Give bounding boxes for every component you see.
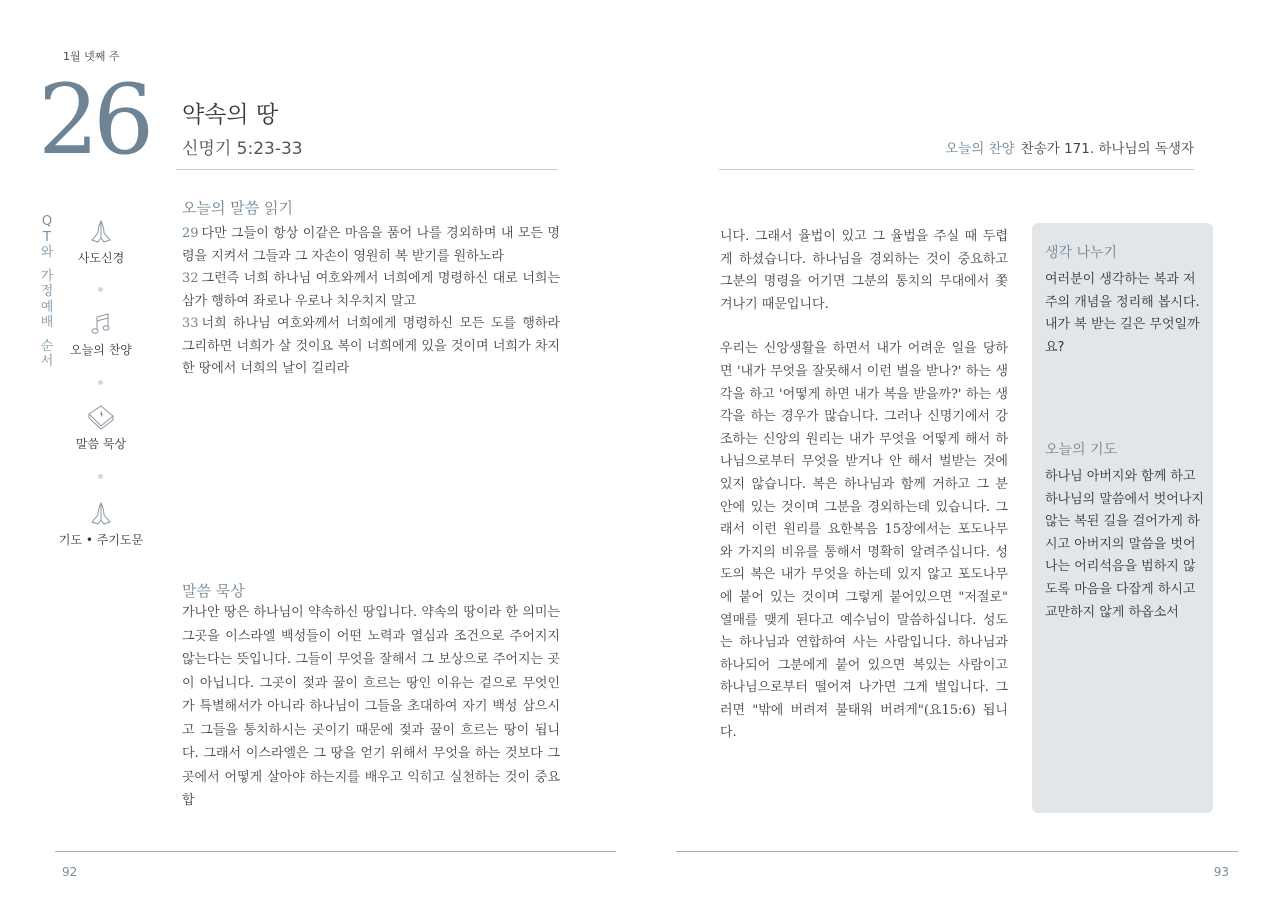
step-label: 오늘의 찬양: [70, 343, 132, 357]
vertical-char: 배: [40, 315, 54, 330]
verse: [182, 313, 560, 381]
vertical-char: 예: [40, 299, 54, 315]
header-divider-left: [176, 169, 558, 170]
step-separator: [98, 380, 103, 385]
verse-text: 다만 그들이 항상 이같은 마음을 품어 나를 경외하며 내 모든 명령을 지켜서 그들과 그 자손이 영원히 복 받기를 원하노라: [182, 226, 560, 264]
page-title: 약속의 땅: [182, 102, 279, 128]
praying-hands-icon: [87, 500, 115, 528]
verse: [182, 223, 560, 268]
day-number: 26: [38, 64, 149, 176]
verse: [182, 268, 560, 313]
reading-heading: 오늘의 말씀 읽기: [182, 199, 293, 217]
footer-rule-left: [55, 851, 616, 852]
step-separator: [98, 474, 103, 479]
vertical-char: Q: [41, 214, 53, 229]
verse-number: 33: [182, 316, 199, 331]
header-divider-right: [719, 169, 1194, 170]
step-prayer: [56, 500, 146, 548]
bible-icon: [85, 402, 117, 432]
vertical-char: 서: [40, 354, 54, 369]
page-number-right: 93: [1213, 865, 1229, 879]
meditation-paragraph: 우리는 신앙생활을 하면서 내가 어려운 일을 당하면 '내가 무엇을 잘못해서 이런 벌을 받나?' 하는 생각을 하고 '어떻게 하면 내가 복을 받을까?' 하는 생각을 하는 경우가 많습니다. 그러나 신명기에서 강조하는 신앙의 원리는 내가 무엇을 어떻게 해서 하나님으로부터 무엇을 받거나 안 해서 벌받는 것에 있지 않습니다. 복은 하나님과 함께 거하고 그 분 안에 있는 것이며 그분을 경외하는데 있습니다. 그래서 이런 원리를 요한복음 15장에서는 포도나무와 가지의 비유를 통해서 명확히 알려주십니다. 성도의 복은 내가 무엇을 하는데 있지 않고 포도나무에 붙어 있는 것이며 그렇게 붙어있으면 "저절로" 열매를 맺게 된다고 예수님이 말씀하십니다. 성도는 하나님과 연합하여 사는 사람입니다. 하나님과 하나되어 그분에게 붙어 있으면 복있는 사람이고 하나님으로부터 떨어져 나가면 그게 벌입니다. 그러면 "밖에 버려져 불태워 버려게"(요15:6) 됩니다.: [720, 341, 1008, 741]
page-number-left: 92: [62, 865, 78, 879]
vertical-title: [40, 214, 54, 370]
verse-text: 너희 하나님 여호와께서 너희에게 명령하신 모든 도를 행하라 그리하면 너희가 살 것이요 복이 너희에게 있을 것이며 너희가 차지한 땅에서 너희의 날이 길리라: [182, 316, 560, 376]
vertical-char: T: [43, 229, 51, 245]
share-heading: 생각 나누기: [1045, 245, 1118, 261]
hymn-label: 오늘의 찬양: [945, 141, 1015, 157]
step-label: 말씀 묵상: [75, 437, 127, 451]
week-label: 1월 넷째 주: [63, 50, 120, 63]
verse-number: 32: [182, 271, 199, 286]
step-todays-hymn: [56, 310, 146, 358]
reading-verses: [182, 223, 560, 381]
prayer-heading: 오늘의 기도: [1045, 442, 1118, 458]
meditation-paragraph: 니다. 그래서 율법이 있고 그 율법을 주실 때 두렵게 하셨습니다. 하나님을 경외하는 것이 중요하고 그분의 명령을 어기면 그분의 통치의 무대에서 쫓겨나기 때문입니다.: [720, 229, 1008, 312]
step-word-meditation: [56, 402, 146, 452]
praying-hands-icon: [87, 218, 115, 246]
verse-text: 그런즉 너희 하나님 여호와께서 너희에게 명령하신 대로 너희는 삼가 행하여 좌로나 우로나 치우치지 말고: [182, 271, 560, 309]
todays-hymn: [945, 137, 1194, 157]
share-text: 여러분이 생각하는 복과 저주의 개념을 정리해 봅시다. 내가 복 받는 길은 무엇일까요?: [1045, 272, 1200, 355]
meditation-text-left: 가나안 땅은 하나님이 약속하신 땅입니다. 약속의 땅이라 한 의미는 그곳을 이스라엘 백성들이 어떤 노력과 열심과 조건으로 주어지지 않는다는 뜻입니다. 그들이 무엇을 잘해서 그 보상으로 주어지는 곳이 아닙니다. 그곳이 젖과 꿀이 흐르는 땅인 이유는 겉으로 무엇인가 특별해서가 아니라 하나님이 그들을 초대하여 자기 백성 삼으시고 그들을 통치하시는 곳이기 때문에 젖과 꿀이 흐르는 땅이 됩니다. 그래서 이스라엘은 그 땅을 얻기 위해서 무엇을 하는 것보다 그곳에서 어떻게 살아야 하는지를 배우고 익히고 실천하는 것이 중요합: [182, 605, 560, 808]
scripture-reference: 신명기 5:23-33: [182, 139, 303, 159]
step-separator: [98, 287, 103, 292]
music-note-icon: [87, 310, 115, 338]
meditation-text-right: [720, 226, 1008, 745]
hymn-title: 찬송가 171. 하나님의 독생자: [1020, 141, 1194, 157]
vertical-char: 정: [40, 284, 54, 299]
footer-rule-right: [676, 851, 1238, 852]
meditation-heading: 말씀 묵상: [182, 582, 245, 600]
vertical-char: 가: [40, 268, 54, 284]
verse-number: 29: [182, 226, 199, 241]
vertical-char: 와: [40, 245, 54, 260]
prayer-text: 하나님 아버지와 함께 하고 하나님의 말씀에서 벗어나지 않는 복된 길을 걸어가게 하시고 아버지의 말씀을 벗어나는 어리석음을 범하지 않도록 마음을 다잡게 하시고 교만하지 않게 하옵소서: [1045, 469, 1204, 620]
step-label: 기도 • 주기도문: [58, 533, 144, 547]
reflection-box: [1032, 223, 1213, 813]
step-apostles-creed: [56, 218, 146, 266]
step-label: 사도신경: [77, 251, 125, 265]
vertical-char: 순: [40, 338, 54, 354]
